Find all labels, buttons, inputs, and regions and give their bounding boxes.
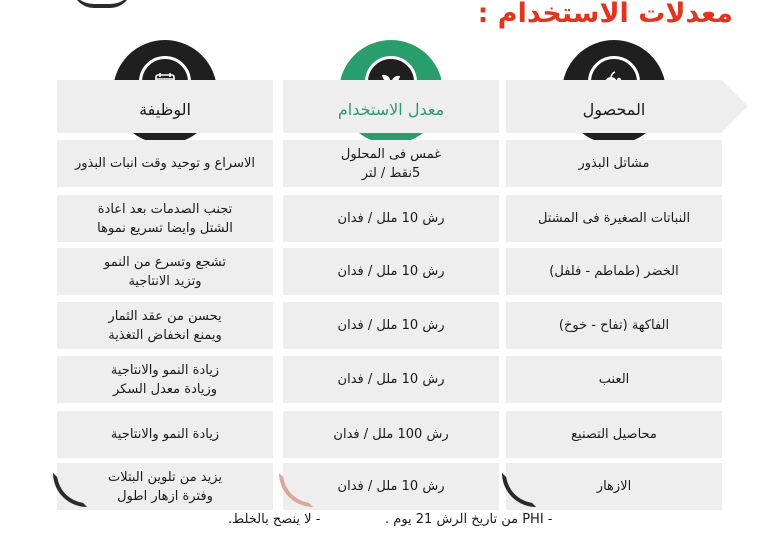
header-label: معدل الاستخدام	[337, 100, 445, 119]
column-header	[57, 80, 273, 133]
decorative-arc	[72, 0, 132, 8]
table-row: رش 10 ملل / فدان	[283, 302, 499, 349]
table-row: رش 10 ملل / فدان	[283, 463, 499, 510]
table-row: الفاكهة (تفاح - خوخ)	[506, 302, 722, 349]
table-row: غمس فى المحلول 5نقط / لتر	[283, 140, 499, 187]
table-row: الازهار	[506, 463, 722, 510]
header-label: الوظيفة	[139, 100, 191, 119]
decorative-corner	[279, 473, 313, 507]
table-row: رش 10 ملل / فدان	[283, 248, 499, 295]
header-label: المحصول	[582, 100, 646, 119]
table-row: رش 10 ملل / فدان	[283, 356, 499, 403]
header-arrow	[722, 80, 748, 132]
table-row: يزيد من تلوين البتلات وفترة ازهار اطول	[57, 463, 273, 510]
table-row: مشاتل البذور	[506, 140, 722, 187]
table-row: النباتات الصغيرة فى المشتل	[506, 195, 722, 242]
table-row: زيادة النمو والانتاجية وزيادة معدل السكر	[57, 356, 273, 403]
column-header	[506, 80, 722, 133]
footer-mixing-note: - لا ينصح بالخلط.	[228, 512, 321, 527]
table-row: رش 10 ملل / فدان	[283, 195, 499, 242]
column-header	[283, 80, 499, 133]
table-row: رش 100 ملل / فدان	[283, 411, 499, 458]
decorative-corner	[53, 473, 87, 507]
decorative-corner	[502, 473, 536, 507]
page-title: معدلات الاستخدام :	[477, 0, 733, 29]
table-row: العنب	[506, 356, 722, 403]
table-row: يحسن من عقد الثمار ويمنع انخفاض التغذية	[57, 302, 273, 349]
table-row: تجنب الصدمات بعد اعادة الشتل وايضا تسريع نموها	[57, 195, 273, 242]
table-row: زيادة النمو والانتاجية	[57, 411, 273, 458]
table-row: محاصيل التصنيع	[506, 411, 722, 458]
table-row: الاسراع و توحيد وقت انبات البذور	[57, 140, 273, 187]
table-row: الخضر (طماطم - فلفل)	[506, 248, 722, 295]
table-row: تشجع وتسرع من النمو وتزيد الانتاجية	[57, 248, 273, 295]
footer-phi-note: - PHI من تاريخ الرش 21 يوم .	[385, 512, 553, 527]
